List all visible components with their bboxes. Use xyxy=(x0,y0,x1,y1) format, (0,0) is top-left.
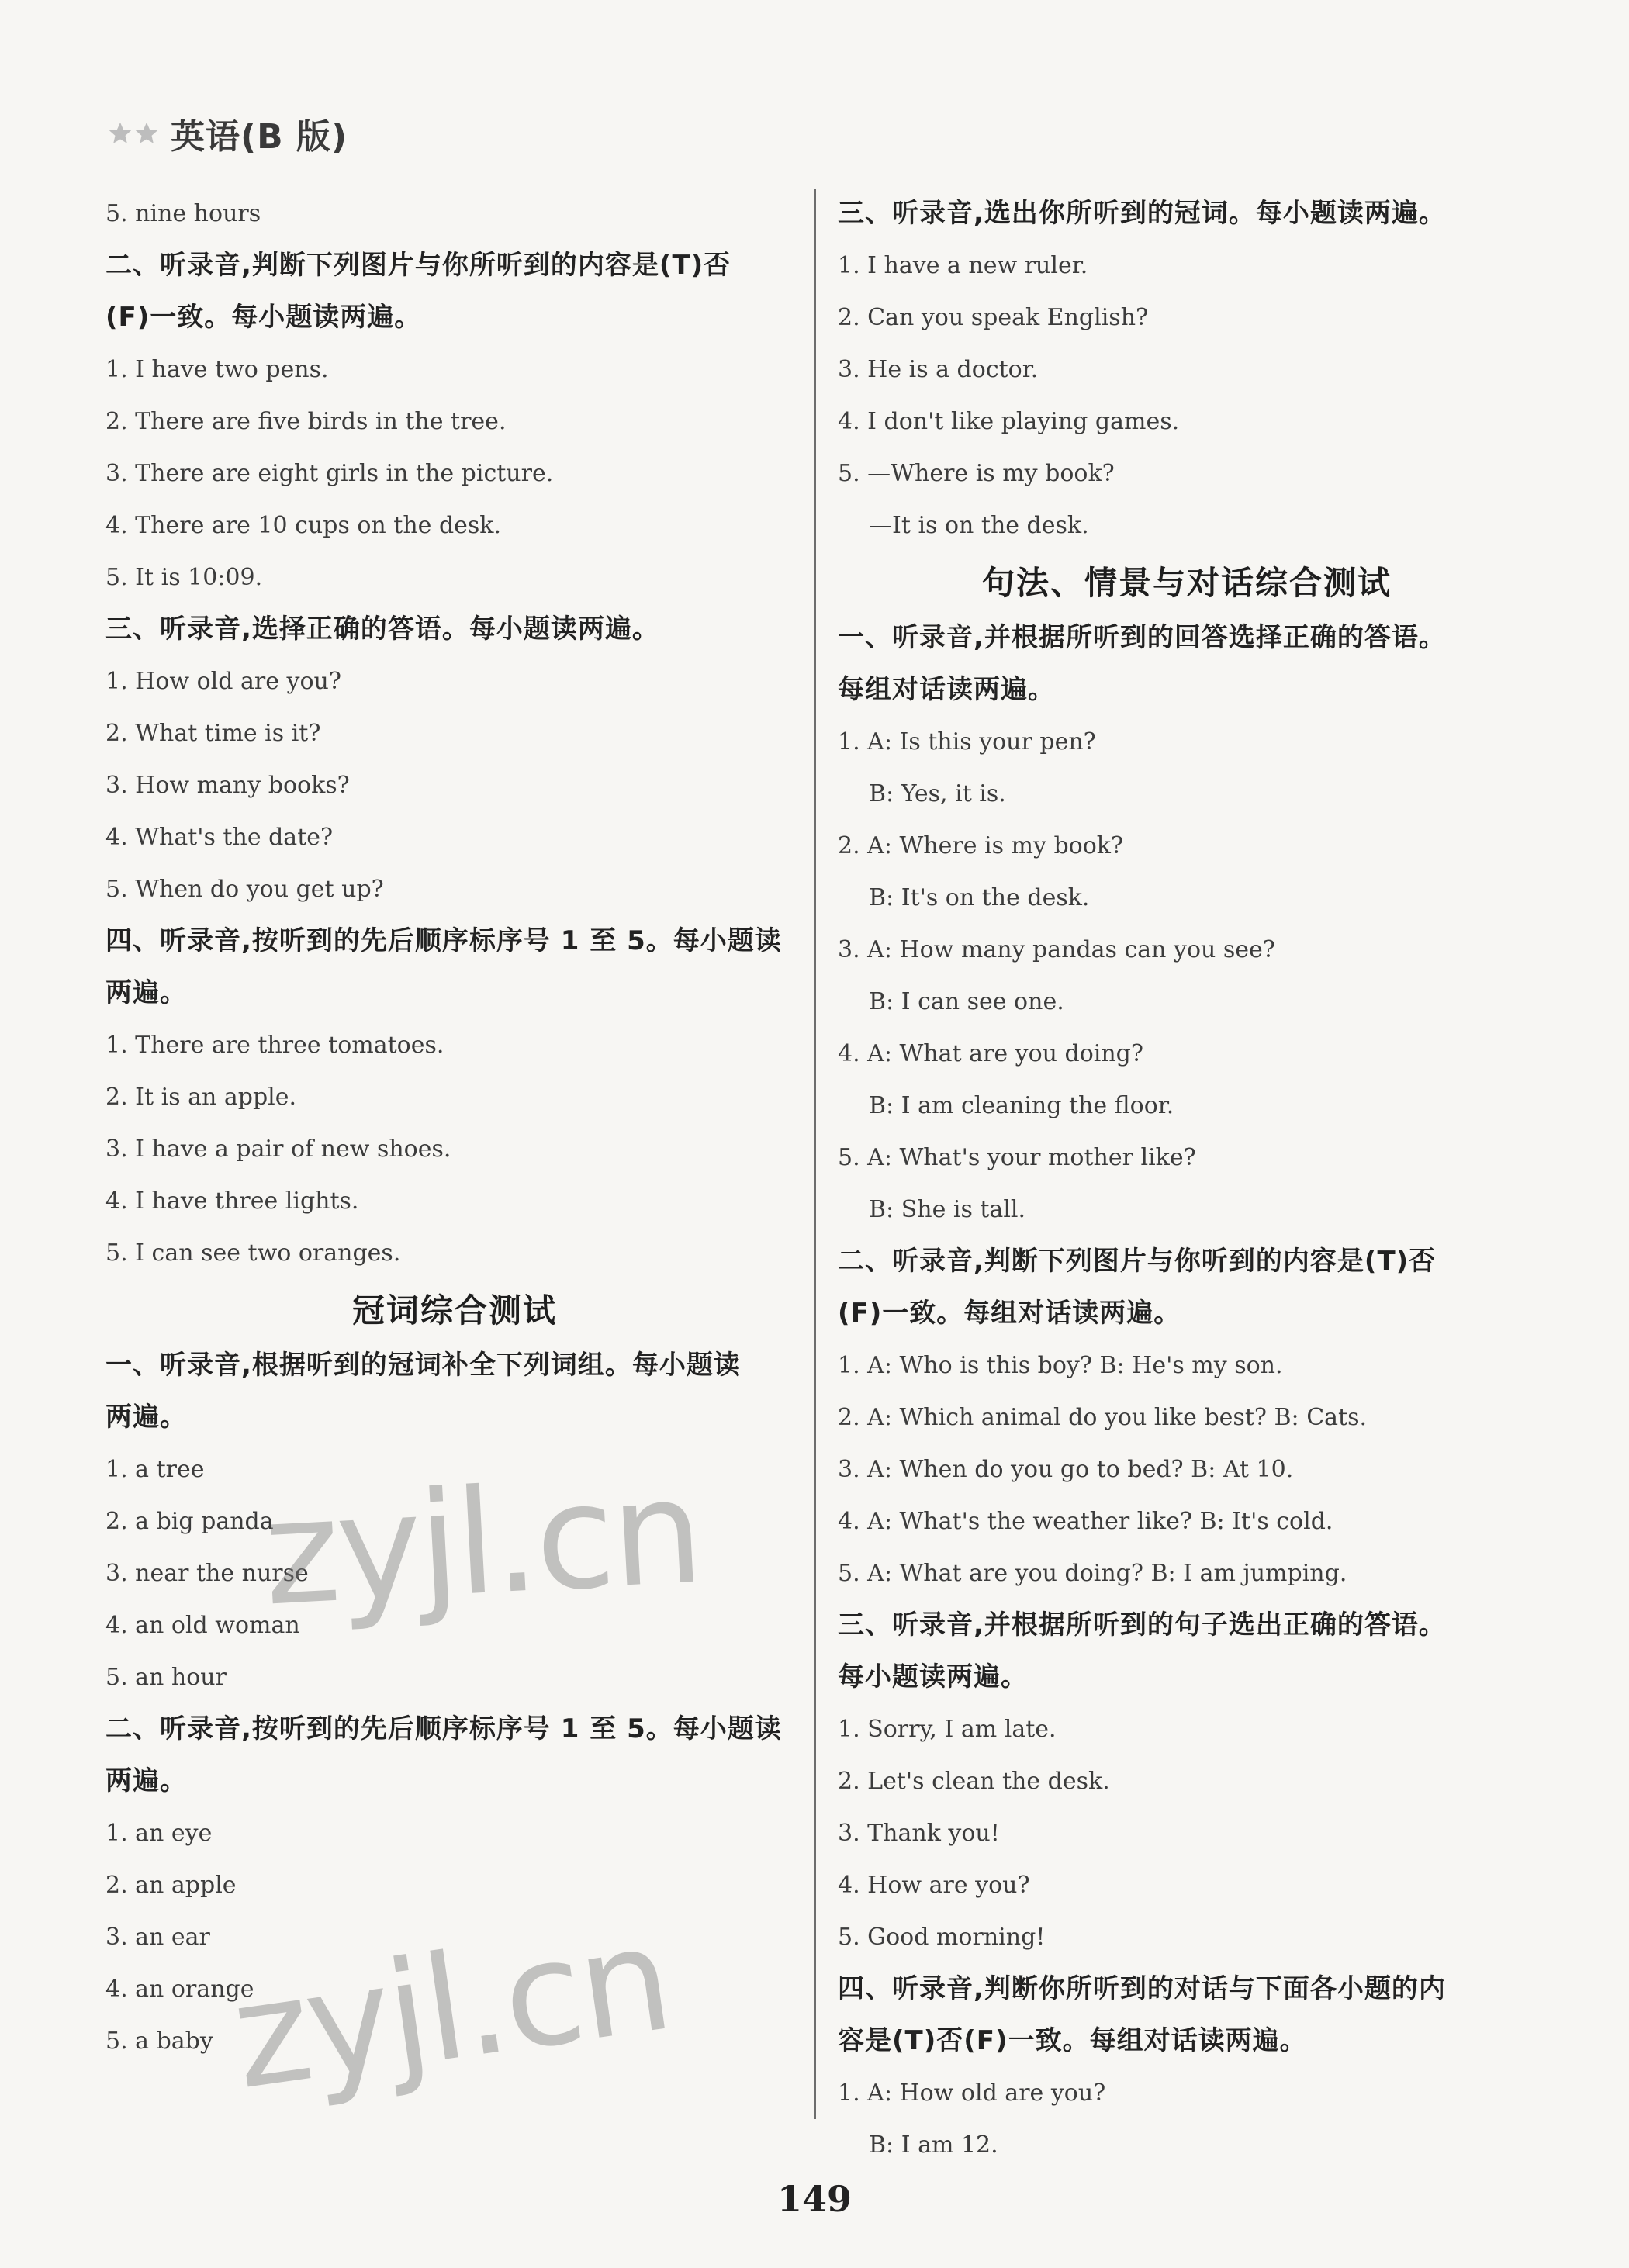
question-heading: 每小题读两遍。 xyxy=(838,1661,1028,1692)
answer-line: 3. A: When do you go to bed? B: At 10. xyxy=(838,1456,1294,1483)
answer-line: 5. —Where is my book? xyxy=(838,460,1115,487)
question-heading: 二、听录音,判断下列图片与你所听到的内容是(T)否 xyxy=(105,250,731,281)
answer-line: B: I am 12. xyxy=(869,2131,998,2159)
page-number: 149 xyxy=(776,2178,853,2220)
answer-line: 5. A: What's your mother like? xyxy=(838,1144,1196,1171)
answer-line: B: It's on the desk. xyxy=(869,884,1090,911)
answer-line: 3. There are eight girls in the picture. xyxy=(105,460,554,487)
question-heading: 一、听录音,并根据所听到的回答选择正确的答语。 xyxy=(838,622,1446,653)
answer-line: 1. I have two pens. xyxy=(105,356,329,383)
answer-line: 4. There are 10 cups on the desk. xyxy=(105,512,502,539)
question-heading: 二、听录音,按听到的先后顺序标序号 1 至 5。每小题读 xyxy=(105,1713,782,1744)
answer-line: 5. nine hours xyxy=(105,200,261,227)
answer-line: 3. an ear xyxy=(105,1924,210,1951)
answer-line: 4. A: What's the weather like? B: It's cold. xyxy=(838,1508,1333,1535)
answer-line: 5. I can see two oranges. xyxy=(105,1239,401,1267)
question-heading: 一、听录音,根据听到的冠词补全下列词组。每小题读 xyxy=(105,1350,741,1381)
answer-line: 3. Thank you! xyxy=(838,1820,1000,1847)
question-heading: 两遍。 xyxy=(105,977,187,1008)
answer-line: 1. There are three tomatoes. xyxy=(105,1032,444,1059)
answer-line: 1. A: Is this your pen? xyxy=(838,728,1096,755)
book-title: 英语(B 版) xyxy=(171,117,348,157)
question-heading: 两遍。 xyxy=(105,1402,187,1433)
answer-line: 5. A: What are you doing? B: I am jumping. xyxy=(838,1560,1347,1587)
answer-line: 4. How are you? xyxy=(838,1872,1030,1899)
answer-line: 2. A: Where is my book? xyxy=(838,832,1124,859)
answer-line: —It is on the desk. xyxy=(869,512,1089,539)
answer-line: B: She is tall. xyxy=(869,1196,1026,1223)
answer-line: 3. He is a doctor. xyxy=(838,356,1039,383)
column-divider xyxy=(814,189,816,2119)
answer-line: 2. an apple xyxy=(105,1872,237,1899)
question-heading: 三、听录音,选出你所听到的冠词。每小题读两遍。 xyxy=(838,198,1446,229)
right-column xyxy=(838,188,1536,2171)
watermark: zyjl.cn xyxy=(259,1447,704,1638)
answer-line: 4. an old woman xyxy=(105,1612,300,1639)
question-heading: (F)一致。每组对话读两遍。 xyxy=(838,1298,1181,1329)
answer-line: 5. a baby xyxy=(105,2028,213,2055)
answer-line: 2. Let's clean the desk. xyxy=(838,1768,1110,1795)
left-column xyxy=(105,188,804,2067)
question-heading: 四、听录音,按听到的先后顺序标序号 1 至 5。每小题读 xyxy=(105,925,782,956)
answer-line: 2. Can you speak English? xyxy=(838,304,1149,331)
answer-line: 1. an eye xyxy=(105,1820,213,1847)
answer-line: 4. I don't like playing games. xyxy=(838,408,1180,435)
page-header xyxy=(107,109,348,158)
section-title: 句法、情景与对话综合测试 xyxy=(981,564,1392,602)
answer-line: 5. an hour xyxy=(105,1664,227,1691)
question-heading: 三、听录音,并根据所听到的句子选出正确的答语。 xyxy=(838,1609,1446,1640)
answer-line: 1. a tree xyxy=(105,1456,205,1483)
question-heading: 四、听录音,判断你所听到的对话与下面各小题的内 xyxy=(838,1973,1446,2004)
answer-line: 2. What time is it? xyxy=(105,720,321,747)
answer-line: 1. A: How old are you? xyxy=(838,2080,1106,2107)
answer-line: 2. There are five birds in the tree. xyxy=(105,408,507,435)
answer-line: B: I am cleaning the floor. xyxy=(869,1092,1174,1119)
answer-line: B: I can see one. xyxy=(869,988,1064,1015)
answer-line: 4. an orange xyxy=(105,1976,254,2003)
answer-line: 3. A: How many pandas can you see? xyxy=(838,936,1275,963)
answer-line: 3. near the nurse xyxy=(105,1560,309,1587)
question-heading: 两遍。 xyxy=(105,1765,187,1796)
answer-line: 1. How old are you? xyxy=(105,668,341,695)
answer-line: 2. It is an apple. xyxy=(105,1084,297,1111)
question-heading: (F)一致。每小题读两遍。 xyxy=(105,302,422,333)
answer-line: 4. What's the date? xyxy=(105,824,334,851)
answer-line: 5. It is 10:09. xyxy=(105,564,263,591)
question-heading: 三、听录音,选择正确的答语。每小题读两遍。 xyxy=(105,614,659,645)
answer-line: B: Yes, it is. xyxy=(869,780,1006,807)
answer-line: 5. When do you get up? xyxy=(105,876,384,903)
answer-line: 2. a big panda xyxy=(105,1508,274,1535)
answer-line: 1. Sorry, I am late. xyxy=(838,1716,1057,1743)
answer-line: 5. Good morning! xyxy=(838,1924,1046,1951)
answer-line: 1. I have a new ruler. xyxy=(838,252,1088,279)
answer-line: 2. A: Which animal do you like best? B: Cats. xyxy=(838,1404,1368,1431)
answer-line: 1. A: Who is this boy? B: He's my son. xyxy=(838,1352,1283,1379)
answer-line: 3. How many books? xyxy=(105,772,350,799)
question-heading: 容是(T)否(F)一致。每组对话读两遍。 xyxy=(838,2025,1307,2056)
answer-line: 4. I have three lights. xyxy=(105,1188,359,1215)
watermark: zyjl.cn xyxy=(223,1893,679,2122)
question-heading: 每组对话读两遍。 xyxy=(838,674,1055,705)
two-star-icon xyxy=(107,120,160,147)
question-heading: 二、听录音,判断下列图片与你听到的内容是(T)否 xyxy=(838,1246,1437,1277)
answer-line: 4. A: What are you doing? xyxy=(838,1040,1143,1067)
answer-line: 3. I have a pair of new shoes. xyxy=(105,1136,451,1163)
section-title: 冠词综合测试 xyxy=(351,1291,557,1329)
